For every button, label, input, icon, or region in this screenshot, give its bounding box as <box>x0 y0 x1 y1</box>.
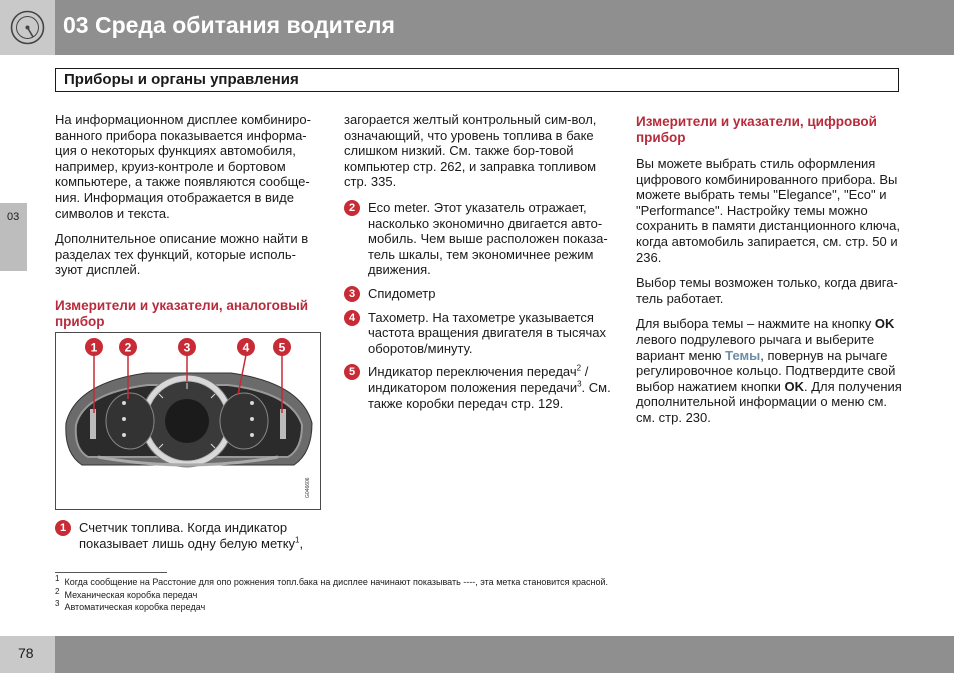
callout-number: 4 <box>344 310 360 326</box>
svg-text:1: 1 <box>90 340 98 355</box>
callout-text: Eco meter. Этот указатель отражает, насколько экономично двигается авто-мобиль. Чем выше расположен показа-тель шкалы, тем экономичнее режим движения. <box>368 199 608 278</box>
column-1 <box>55 112 315 340</box>
footnote-ref: 2 <box>576 363 582 373</box>
footnote-1 <box>55 576 905 589</box>
callout-number: 1 <box>55 520 71 536</box>
ok-button-term: OK <box>874 316 895 332</box>
callout-text-tail: , <box>299 536 304 551</box>
callout-text: Индикатор переключения передач <box>368 364 577 380</box>
chapter-title: 03 Среда обитания водителя <box>63 12 395 38</box>
footnote-mark: 3 <box>55 599 60 608</box>
ok-button-term: OK <box>784 378 805 394</box>
footnote-mark: 1 <box>55 574 60 583</box>
column-2 <box>344 112 612 419</box>
callout-text: Тахометр. На тахометре указывается частота вращения двигателя в тысячах оборотов/минуту. <box>368 309 606 356</box>
footnote-mark: 2 <box>55 586 60 596</box>
figure-callout-1 <box>85 338 103 356</box>
section-title-bar <box>55 68 899 92</box>
figure-callout-2 <box>119 338 137 356</box>
page-number-box <box>0 636 55 673</box>
figure-callout-3 <box>178 338 196 356</box>
footnote-text: Механическая коробка передач <box>64 589 198 600</box>
section-title: Приборы и органы управления <box>64 71 299 88</box>
svg-text:4: 4 <box>242 340 250 355</box>
text-run: левого подрулевого рычага и выберите вариант меню <box>636 331 875 363</box>
callout-number: 2 <box>344 200 360 216</box>
svg-text:3: 3 <box>183 340 191 355</box>
page-footer <box>0 636 954 673</box>
callout-number: 5 <box>344 364 360 380</box>
figure-callout-5 <box>273 338 291 356</box>
footnote-text: Когда сообщение на Расстоние для опо рожнения топл.бака на дисплее начинают показывать ----, эта метка становится красной. <box>64 577 609 587</box>
callout-text: . См. также коробки передач стр. 129. <box>368 379 611 411</box>
svg-text:5: 5 <box>278 340 286 355</box>
paragraph: загорается желтый контрольный сим-вол, означающий, что уровень топлива в баке слишком низкий. См. также бор-товой компьютер стр. 262, и заправка топливом стр. 335. <box>344 112 597 190</box>
subheading-digital: Измерители и указатели, цифровой прибор <box>636 114 877 145</box>
paragraph: Выбор темы возможен только, когда двига-тель работает. <box>636 275 898 306</box>
footnote-text: Автоматическая коробка передач <box>64 602 206 612</box>
callout-text: Спидометр <box>368 285 436 301</box>
text-run: Для выбора темы – нажмите на кнопку <box>636 316 875 332</box>
svg-text:2: 2 <box>124 340 132 355</box>
figure-callout-4 <box>237 338 255 356</box>
speedometer-icon <box>9 9 46 46</box>
callout-item-1 <box>55 520 344 552</box>
paragraph <box>636 316 902 425</box>
footnote-ref: 1 <box>295 535 300 545</box>
callout-text: Счетчик топлива. Когда индикатор показывает лишь одну белую метку <box>79 520 296 551</box>
subheading-analog: Измерители и указатели, аналоговый прибор <box>55 297 309 329</box>
paragraph: Дополнительное описание можно найти в разделах тех функций, которые исполь-зуют дисплей. <box>55 231 309 278</box>
paragraph: На информационном дисплее комбиниро-ванного прибора показывается информа-ция о некоторых функциях автомобиля, например, круиз-контроле и бортовом компьютере, а также появляются сообще-ния. Информация отображается в виде символов и текста. <box>55 112 311 221</box>
paragraph: Вы можете выбрать стиль оформления цифрового комбинированного прибора. Вы можете выбрать темы "Elegance", "Eco" и "Performance". Настройку темы можно сохранить в памяти дистанционного ключа, когда автомобиль запирается, см. стр. 50 и 236. <box>636 156 900 265</box>
chapter-tab-number: 03 <box>7 211 20 223</box>
chapter-icon-box <box>0 0 55 55</box>
footnote-2 <box>55 586 905 602</box>
instrument-cluster-figure <box>55 332 321 510</box>
footnote-3 <box>55 601 905 614</box>
footnote-rule <box>55 572 167 573</box>
footnote-ref: 3 <box>577 379 582 389</box>
text-run: , повернув на рычаге регулировочное кольцо. Подтвердите свой выбор нажатием кнопки <box>636 347 896 394</box>
column-3 <box>636 112 902 436</box>
menu-term-themes: Темы <box>725 347 761 363</box>
callout-item-4 <box>344 310 612 357</box>
chapter-tab <box>0 203 27 271</box>
callout-item-3 <box>344 286 612 302</box>
page-number: 78 <box>18 645 34 661</box>
page-header <box>0 0 954 55</box>
callout-text: / индикатором положения передачи <box>368 364 589 395</box>
callout-number: 3 <box>344 286 360 302</box>
figure-image-code: G046606 <box>305 477 311 498</box>
callout-item-5 <box>344 364 612 411</box>
text-run: . Для получения дополнительной информации о меню см. см. стр. 230. <box>636 378 902 425</box>
instrument-cluster-illustration <box>56 333 320 509</box>
callout-item-2 <box>344 200 612 278</box>
footnotes <box>55 572 905 614</box>
